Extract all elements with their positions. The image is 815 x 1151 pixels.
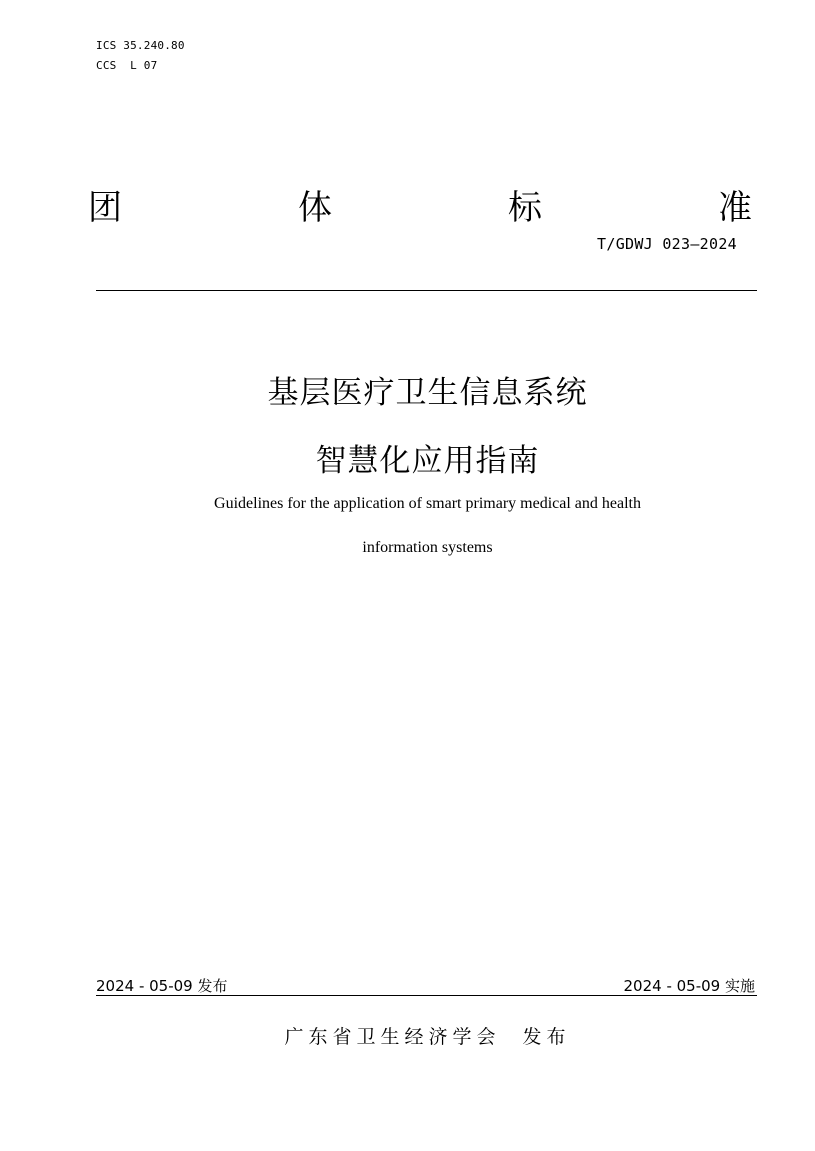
standard-type-char-3: 标 xyxy=(508,187,542,228)
ccs-code: CCS L 07 xyxy=(96,59,158,72)
publisher: 广东省卫生经济学会 发布 xyxy=(284,1026,571,1048)
english-title-line-2: information systems xyxy=(362,539,493,556)
standard-type-char-1: 团 xyxy=(88,187,122,228)
chinese-title-line-2: 智慧化应用指南 xyxy=(315,443,540,479)
standard-type-heading xyxy=(88,178,752,230)
implementation-date: 2024 - 05-09 实施 xyxy=(623,977,755,995)
standard-type-char-2: 体 xyxy=(298,187,332,228)
ics-code: ICS 35.240.80 xyxy=(96,39,185,52)
issue-date: 2024 - 05-09 发布 xyxy=(96,977,228,995)
standard-type-char-4: 准 xyxy=(718,187,752,228)
chinese-title-line-1: 基层医疗卫生信息系统 xyxy=(267,375,588,411)
english-title-line-1: Guidelines for the application of smart primary medical and health xyxy=(214,495,641,512)
header-divider xyxy=(96,290,757,291)
classification-codes xyxy=(96,36,185,76)
date-row xyxy=(96,975,757,996)
standard-number: T/GDWJ 023—2024 xyxy=(597,235,737,253)
